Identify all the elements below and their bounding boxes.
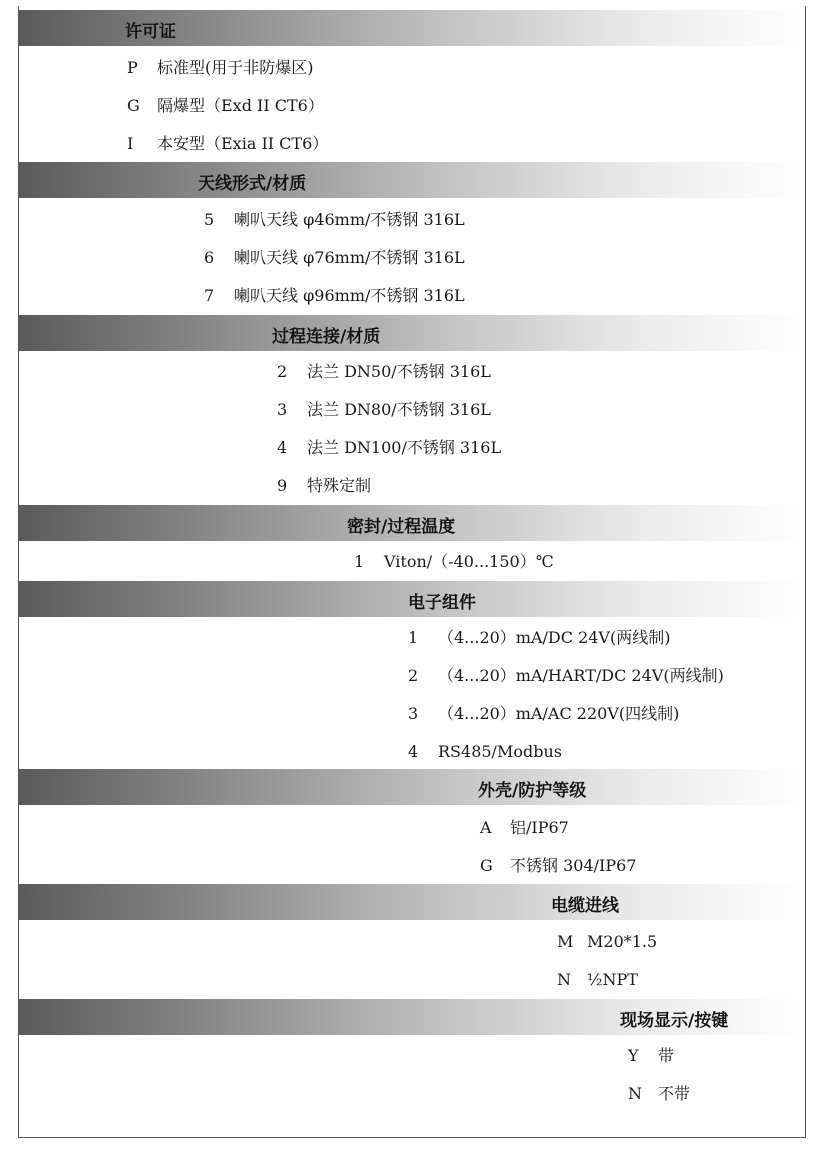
list-item: 2 （4...20）mA/HART/DC 24V(两线制) [408, 666, 724, 685]
list-item: 6 喇叭天线 φ76mm/不锈钢 316L [204, 248, 465, 267]
list-item: G 隔爆型（Exd II CT6） [127, 96, 324, 115]
list-item: A 铝/IP67 [480, 818, 569, 837]
section-title: 电缆进线 [551, 896, 619, 916]
section-header-display [19, 999, 805, 1035]
section-header-antenna [19, 162, 805, 198]
list-item: N 不带 [628, 1084, 691, 1103]
list-item: 7 喇叭天线 φ96mm/不锈钢 316L [204, 286, 465, 305]
list-item: P 标准型(用于非防爆区) [127, 58, 314, 77]
section-header-cable-entry [19, 884, 805, 920]
section-header-electronics [19, 581, 805, 617]
section-title: 密封/过程温度 [347, 517, 456, 537]
list-item: 5 喇叭天线 φ46mm/不锈钢 316L [204, 210, 465, 229]
list-item: Y 带 [628, 1046, 675, 1065]
section-title: 天线形式/材质 [198, 174, 307, 194]
list-item: 9 特殊定制 [277, 476, 372, 495]
section-title: 外壳/防护等级 [478, 781, 587, 801]
section-title: 现场显示/按键 [620, 1011, 729, 1031]
list-item: 2 法兰 DN50/不锈钢 316L [277, 362, 491, 381]
list-item: G 不锈钢 304/IP67 [480, 856, 637, 875]
list-item: 4 法兰 DN100/不锈钢 316L [277, 438, 502, 457]
section-title: 过程连接/材质 [272, 327, 381, 347]
section-title: 电子组件 [408, 593, 476, 613]
list-item: I 本安型（Exia II CT6） [127, 134, 329, 153]
section-header-seal-temperature [19, 505, 805, 541]
section-header-housing [19, 769, 805, 805]
list-item: 1 Viton/（-40...150）℃ [354, 552, 554, 571]
list-item: 3 法兰 DN80/不锈钢 316L [277, 400, 491, 419]
section-header-license [19, 10, 805, 46]
list-item: 1 （4...20）mA/DC 24V(两线制) [408, 628, 671, 647]
section-header-process-connection [19, 315, 805, 351]
list-item: M M20*1.5 [557, 932, 658, 951]
list-item: 3 （4...20）mA/AC 220V(四线制) [408, 704, 680, 723]
section-title: 许可证 [125, 22, 176, 42]
list-item: 4 RS485/Modbus [408, 742, 562, 761]
list-item: N ½NPT [557, 970, 638, 989]
